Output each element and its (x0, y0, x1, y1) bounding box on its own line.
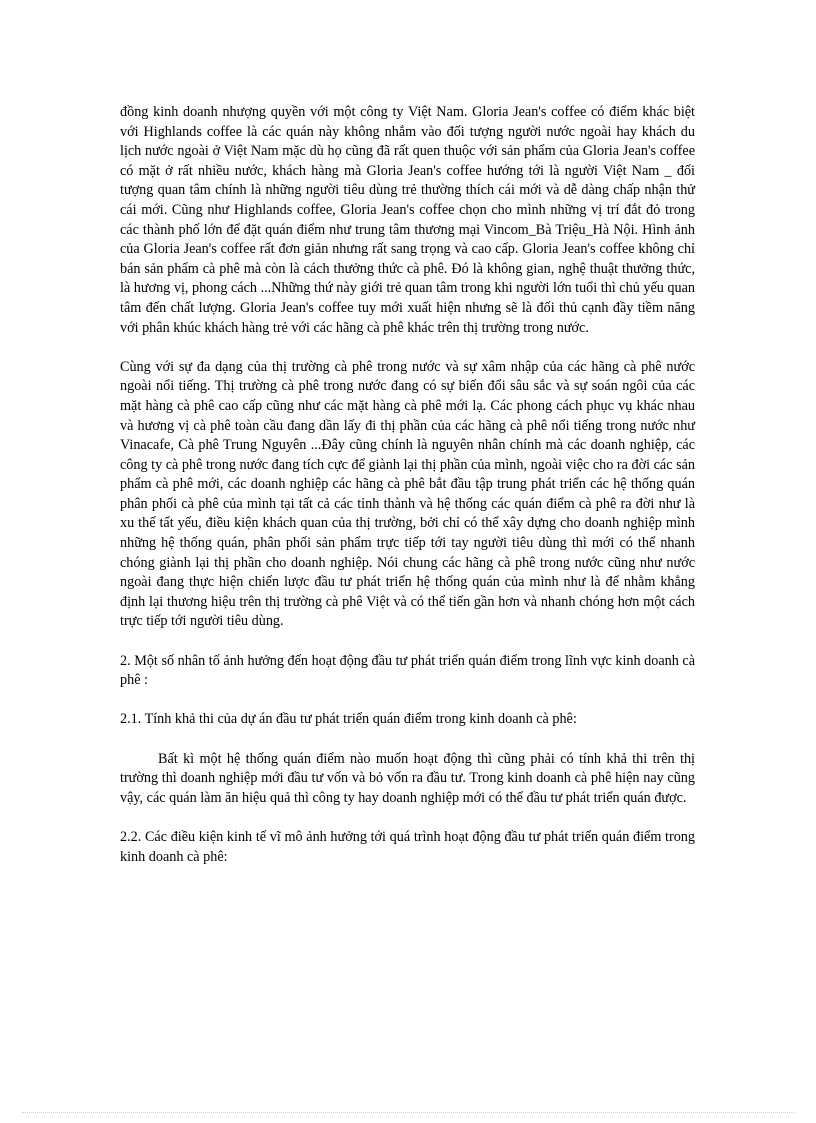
heading-section-2-1: 2.1. Tính khả thi của dự án đầu tư phát triển quán điểm trong kinh doanh cà phê: (120, 711, 577, 728)
heading-section-2: 2. Một số nhân tố ảnh hưởng đến hoạt động đầu tư phát triển quán điểm trong lĩnh vực kinh doanh cà phê : (120, 652, 695, 689)
paragraph-gloria-jeans: đồng kinh doanh nhượng quyền với một công ty Việt Nam. Gloria Jean's coffee có điểm khác biệt với Highlands coffee là các quán này không nhắm vào đối tượng người nước ngoài hay khách du lịch nước ngoài ở Việt Nam mặc dù họ cũng đã rất quen thuộc với sản phẩm của Gloria Jean's coffee có mặt ở rất nhiều nước, khách hàng mà Gloria Jean's coffee hướng tới là người Việt Nam _ đối tượng quan tâm chính là những người tiêu dùng trẻ thường thích cái mới và dễ dàng chấp nhận thử cái mới. Cũng như Highlands coffee, Gloria Jean's coffee chọn cho mình những vị trí đắt đỏ trong các thành phố lớn để đặt quán điểm như trung tâm thương mại Vincom_Bà Triệu_Hà Nội. Hình ảnh của Gloria Jean's coffee rất đơn giản nhưng rất sang trọng và cao cấp. Gloria Jean's coffee không chỉ bán sản phẩm cà phê mà còn là cách thưởng thức cà phê. Đó là không gian, nghệ thuật thưởng thức, là hương vị, phong cách ...Những thứ này giới trẻ quan tâm trong khi người lớn tuổi thì chủ yếu quan tâm đến chất lượng. Gloria Jean's coffee tuy mới xuất hiện nhưng sẽ là đối thủ cạnh đầy tiềm năng với phân khúc khách hàng trẻ với các hãng cà phê khác trên thị trường trong nước. (120, 104, 695, 336)
document-body (120, 103, 695, 887)
paragraph-feasibility: Bất kì một hệ thống quán điểm nào muốn hoạt động thì cũng phải có tính khả thi trên thị trường thì doanh nghiệp mới đầu tư vốn và bỏ vốn ra đầu tư. Trong kinh doanh cà phê hiện nay cũng vậy, các quán làm ăn hiệu quả thì công ty hay doanh nghiệp mới có thể đầu tư phát triển quán được. (120, 750, 695, 806)
heading-section-2-2: 2.2. Các điều kiện kinh tế vĩ mô ảnh hưởng tới quá trình hoạt động đầu tư phát triển quán điểm trong kinh doanh cà phê: (120, 828, 695, 865)
page-bottom-divider (22, 1112, 794, 1113)
paragraph-domestic-market: Cùng với sự đa dạng của thị trường cà phê trong nước và sự xâm nhập của các hãng cà phê nước ngoài nổi tiếng. Thị trường cà phê trong nước đang có sự biến đổi sâu sắc và sự soán ngôi của các mặt hàng cà phê cao cấp cũng như các mặt hàng cà phê mới lạ. Các phong cách phục vụ khác nhau và hương vị cà phê toàn cầu đang dần lấy đi thị phần của các hãng cà phê nổi tiếng trong nước như Vinacafe, Cà phê Trung Nguyên ...Đây cũng chính là nguyên nhân chính mà các doanh nghiệp, các công ty cà phê trong nước đang tích cực để giành lại thị phần của mình, ngoài việc cho ra đời các sản phẩm cà phê mới, các doanh nghiệp các hãng cà phê bắt đầu tập trung phát triển các hệ thống quán phân phối cà phê của mình tại tất cả các tỉnh thành và hệ thống các quán điểm cà phê ra đời như là xu thế tất yếu, điều kiện khách quan của thị trường, bởi chỉ có thể xây dựng cho doanh nghiệp mình những hệ thống quán, phân phối sản phẩm trực tiếp tới tay người tiêu dùng thì mới có thể nhanh chóng giành lại thị phần cho doanh nghiệp. Nói chung các hãng cà phê trong nước cũng như nước ngoài đang thực hiện chiến lược đầu tư phát triển hệ thống quán của mình như là để nhằm khẳng định lại thương hiệu trên thị trường cà phê Việt và có thể tiến gần hơn và nhanh chóng hơn một cách trực tiếp tới người tiêu dùng. (120, 358, 695, 630)
